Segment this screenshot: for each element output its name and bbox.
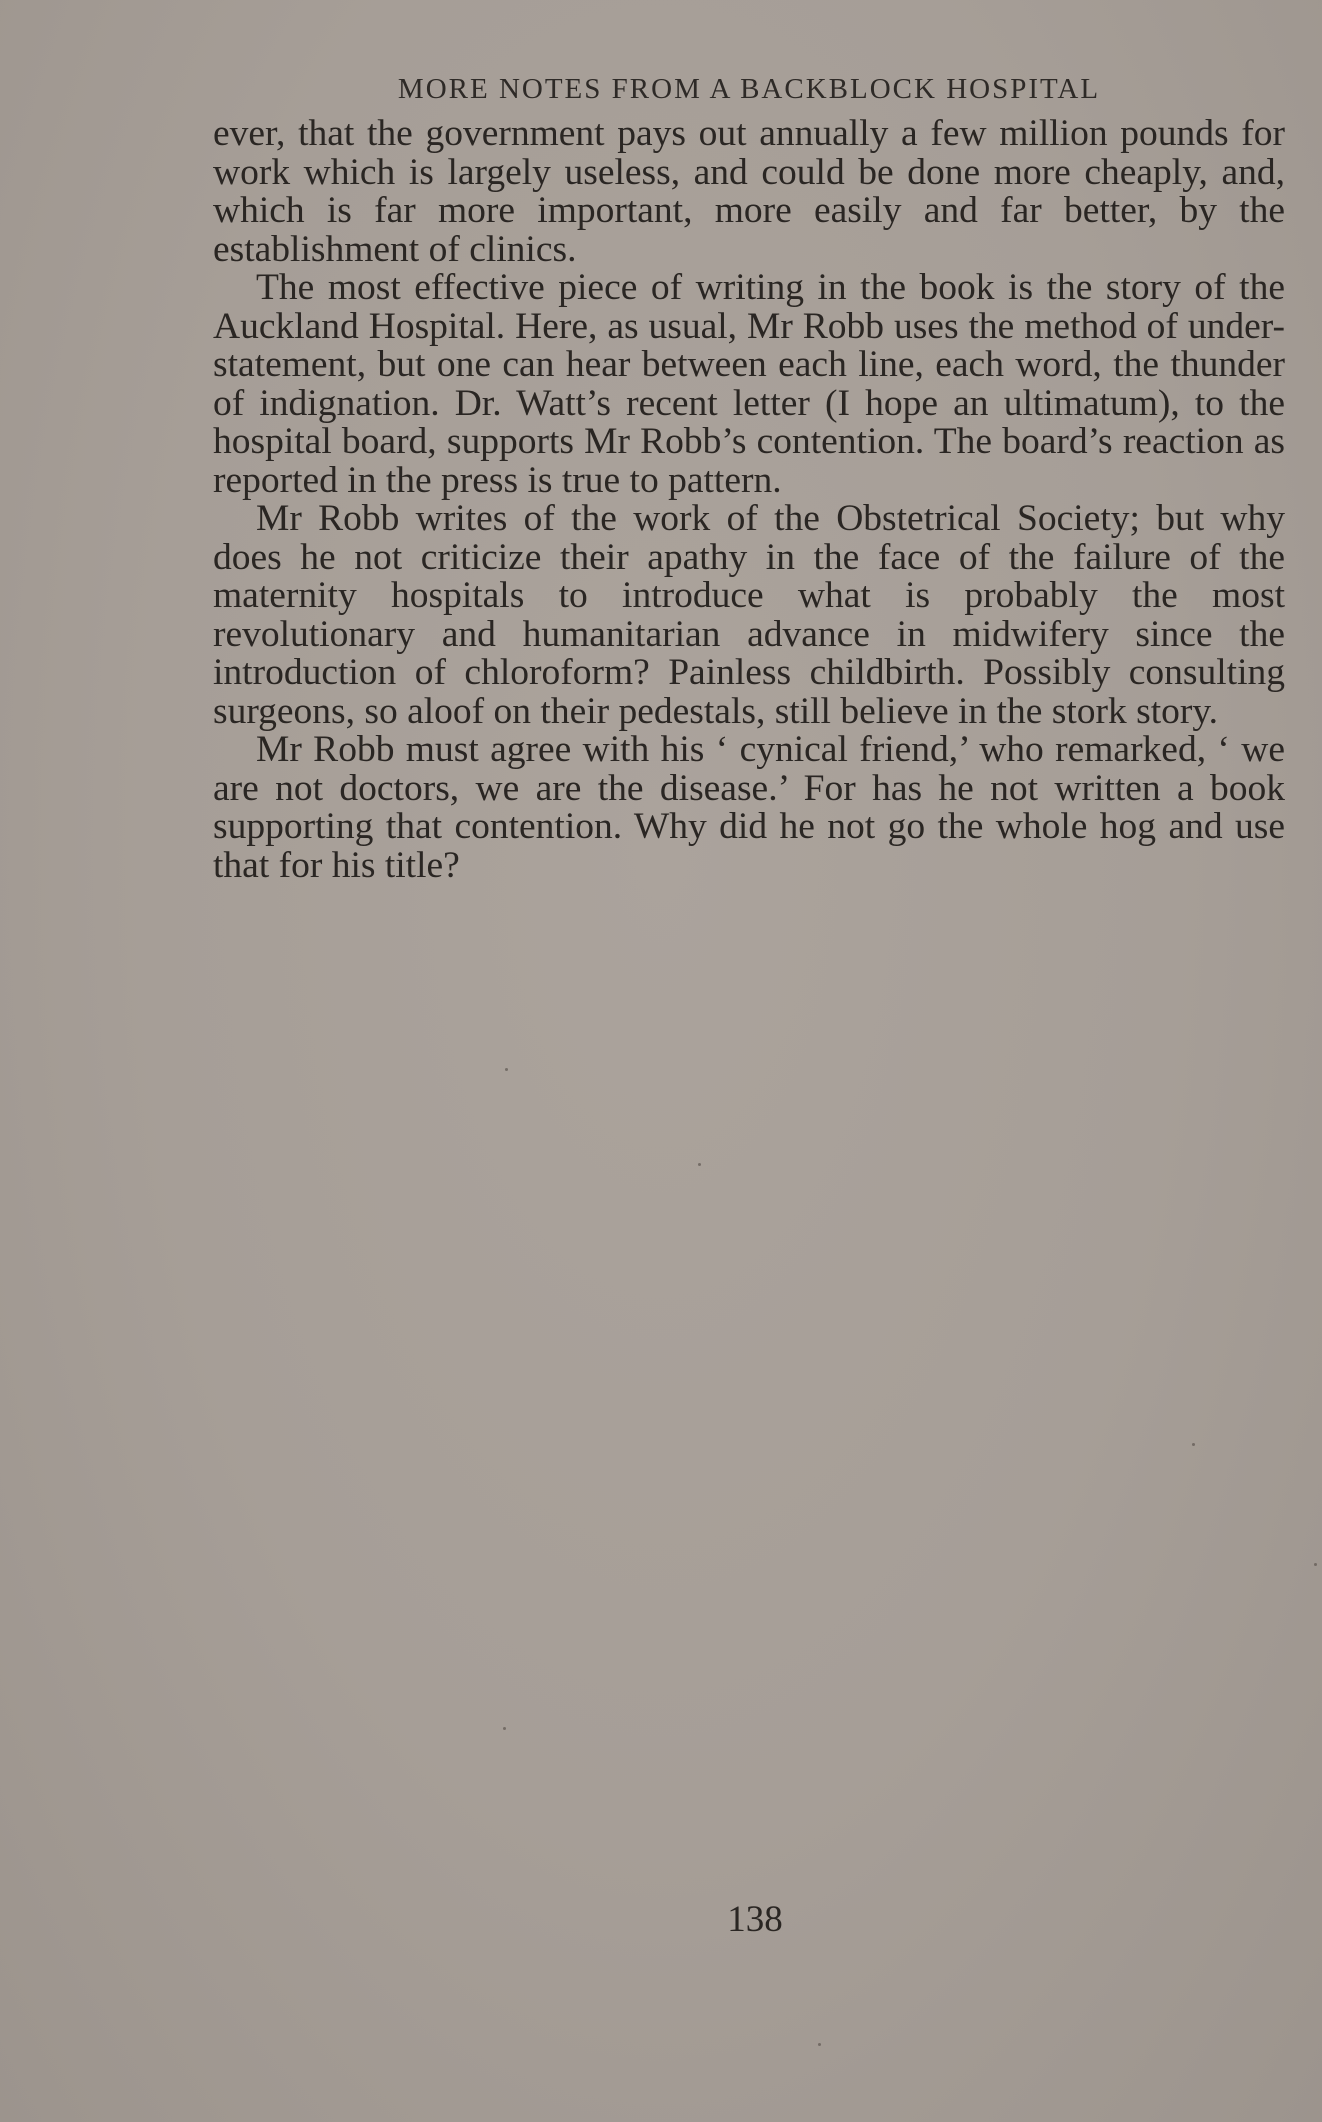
paragraph-2: The most effective piece of writing in the book is the story of the Auckland Hospital. Here, as usual, Mr Robb uses the method of under-statement, but one can hear between each line, each word, the thunder of indignation. Dr. Watt’s recent letter (I hope an ultimatum), to the hospital board, supports Mr Robb’s contention. The board’s reaction as reported in the press is true to pattern. (213, 267, 1285, 501)
paper-speck (818, 2043, 821, 2046)
paper-speck (505, 1068, 508, 1071)
paragraph-3: Mr Robb writes of the work of the Obstetrical Society; but why does he not criticize their apathy in the face of the failure of the maternity hospitals to introduce what is probably the most revolutionary and humanitarian advance in midwifery since the introduction of chloroform? Painless childbirth. Possibly consulting surgeons, so aloof on their pedestals, still believe in the stork story. (213, 498, 1285, 732)
paper-speck (503, 1727, 506, 1730)
paper-speck (1192, 1443, 1195, 1446)
paragraph-1: ever, that the government pays out annually a few million pounds for work which is largely useless, and could be done more cheaply, and, which is far more important, more easily and far better, by the establishment of clinics. (213, 113, 1285, 270)
paragraph-4: Mr Robb must agree with his ‘ cynical friend,’ who remarked, ‘ we are not doctors, we are the disease.’ For has he not written a book supporting that contention. Why did he not go the whole hog and use that for his title? (213, 729, 1285, 886)
page-number: 138 (727, 1899, 783, 1940)
running-head: MORE NOTES FROM A BACKBLOCK HOSPITAL (397, 73, 1101, 105)
body-text (213, 115, 1285, 885)
paper-speck (1314, 1563, 1317, 1566)
paper-speck (698, 1163, 701, 1166)
